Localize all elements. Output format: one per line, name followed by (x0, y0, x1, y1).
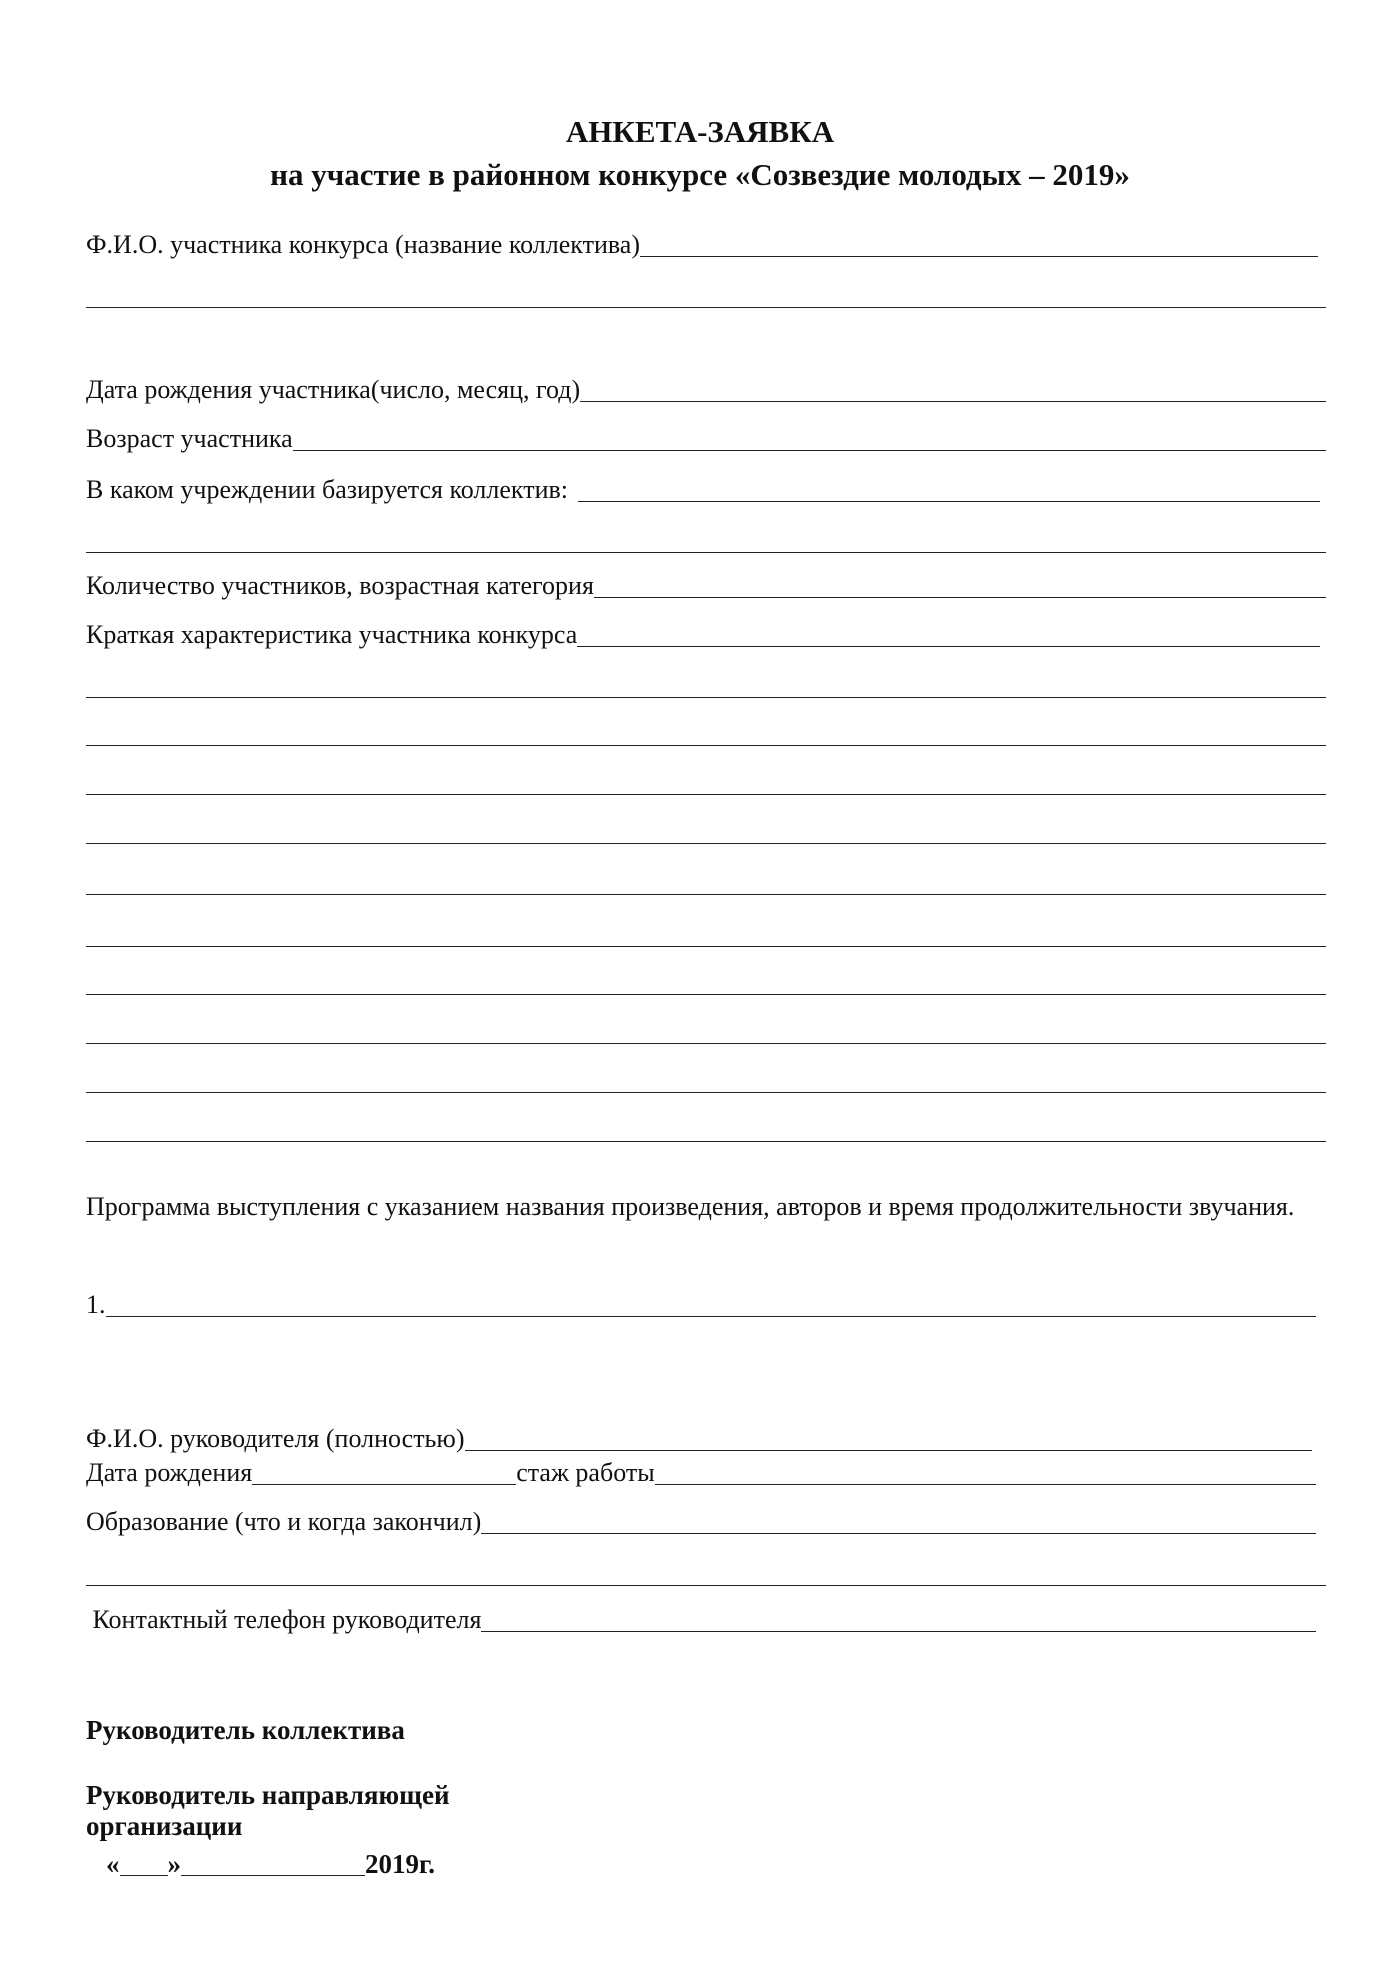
participant-name-continuation-line[interactable] (86, 307, 1326, 308)
characteristic-blank-line-2[interactable] (86, 745, 1326, 746)
institution-field[interactable] (86, 475, 1320, 505)
collective-leader-signature-label: Руководитель коллектива (86, 1715, 405, 1745)
birth-date-field[interactable] (86, 375, 1326, 405)
sending-org-leader-label-line1: Руководитель направляющей (86, 1780, 450, 1810)
characteristic-blank-line-3[interactable] (86, 794, 1326, 795)
leader-education-field[interactable] (86, 1507, 1316, 1537)
characteristic-field[interactable] (86, 620, 1320, 650)
characteristic-blank-line-9[interactable] (86, 1092, 1326, 1093)
characteristic-blank-line-5[interactable] (86, 894, 1326, 895)
characteristic-input-line[interactable] (577, 620, 1320, 647)
leader-birth-date-label: Дата рождения (86, 1458, 253, 1487)
signature-date-row (106, 1848, 435, 1880)
age-label: Возраст участника (86, 424, 293, 453)
characteristic-blank-line-6[interactable] (86, 946, 1326, 947)
day-input-line[interactable] (120, 1851, 168, 1876)
form-subtitle: на участие в районном конкурсе «Созвездие молодых – 2019» (270, 157, 1130, 192)
institution-continuation-line[interactable] (86, 552, 1326, 553)
participant-count-input-line[interactable] (594, 571, 1326, 598)
leader-education-continuation-line[interactable] (86, 1585, 1326, 1586)
participant-name-input-line[interactable] (640, 230, 1318, 257)
age-input-line[interactable] (293, 424, 1326, 451)
date-open-quote: « (106, 1849, 120, 1879)
sending-org-leader-label-line2: организации (86, 1811, 243, 1841)
characteristic-blank-line-8[interactable] (86, 1043, 1326, 1044)
leader-experience-label: стаж работы (516, 1458, 655, 1487)
date-year: 2019г. (365, 1849, 435, 1879)
leader-phone-field[interactable] (86, 1605, 1316, 1635)
leader-name-input-line[interactable] (465, 1424, 1313, 1451)
month-input-line[interactable] (181, 1851, 365, 1876)
program-item-1-field[interactable] (86, 1290, 1316, 1320)
program-item-1-input-line[interactable] (106, 1290, 1317, 1317)
leader-birth-date-input-line[interactable] (252, 1458, 516, 1485)
date-close-quote: » (167, 1849, 181, 1879)
leader-phone-label: Контактный телефон руководителя (86, 1605, 482, 1634)
leader-name-field[interactable] (86, 1424, 1312, 1454)
institution-label: В каком учреждении базируется коллектив: (86, 475, 568, 504)
characteristic-blank-line-7[interactable] (86, 994, 1326, 995)
characteristic-blank-line-4[interactable] (86, 843, 1326, 844)
program-item-1-label: 1. (86, 1290, 106, 1319)
participant-name-label: Ф.И.О. участника конкурса (название коллектива) (86, 230, 640, 259)
leader-education-label: Образование (что и когда закончил) (86, 1507, 482, 1536)
participant-name-field[interactable] (86, 230, 1318, 260)
leader-phone-input-line[interactable] (481, 1605, 1316, 1632)
leader-birth-experience-row (86, 1458, 1316, 1488)
characteristic-label: Краткая характеристика участника конкурса (86, 620, 578, 649)
program-description: Программа выступления с указанием названия произведения, авторов и время продолжительности звучания. (86, 1192, 1295, 1221)
leader-education-input-line[interactable] (481, 1507, 1316, 1534)
birth-date-input-line[interactable] (580, 375, 1326, 402)
age-field[interactable] (86, 424, 1326, 454)
characteristic-blank-line-10[interactable] (86, 1141, 1326, 1142)
institution-input-line[interactable] (578, 475, 1320, 502)
participant-count-label: Количество участников, возрастная категория (86, 571, 594, 600)
leader-name-label: Ф.И.О. руководителя (полностью) (86, 1424, 465, 1453)
birth-date-label: Дата рождения участника(число, месяц, год) (86, 375, 581, 404)
form-title: АНКЕТА-ЗАЯВКА (565, 114, 835, 149)
participant-count-field[interactable] (86, 571, 1326, 601)
leader-experience-input-line[interactable] (655, 1458, 1316, 1485)
characteristic-blank-line-1[interactable] (86, 697, 1326, 698)
